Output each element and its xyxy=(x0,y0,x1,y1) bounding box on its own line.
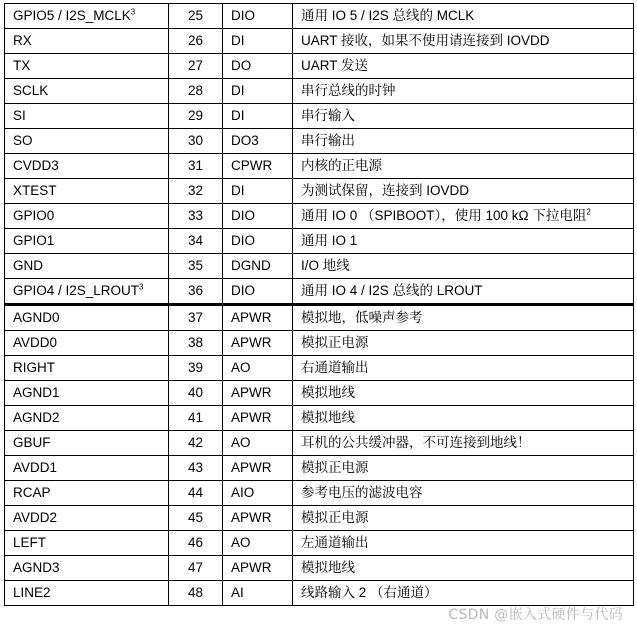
pin-description: UART 接收，如果不使用请连接到 IOVDD xyxy=(301,33,550,48)
pin-description: 通用 IO 4 / I2S 总线的 LROUT xyxy=(301,283,483,298)
pin-name: SO xyxy=(13,133,33,148)
pin-description: 模拟正电源 xyxy=(301,510,369,525)
watermark: CSDN @嵌入式硬件与代码 xyxy=(448,607,623,623)
pin-type: DO xyxy=(223,54,293,79)
pin-number: 39 xyxy=(169,356,223,381)
pin-number: 25 xyxy=(169,4,223,29)
pin-description: 模拟正电源 xyxy=(301,335,369,350)
pin-name-cell xyxy=(5,29,169,54)
pin-name: AGND3 xyxy=(13,560,60,575)
pin-type: APWR xyxy=(223,506,293,531)
table-row xyxy=(5,305,634,331)
pin-type: AO xyxy=(223,531,293,556)
pin-type: AO xyxy=(223,431,293,456)
table-row xyxy=(5,356,634,381)
pin-number: 26 xyxy=(169,29,223,54)
pin-name-cell xyxy=(5,506,169,531)
pin-table xyxy=(4,3,634,606)
pin-number: 38 xyxy=(169,331,223,356)
pin-name-cell xyxy=(5,229,169,254)
pin-type: AIO xyxy=(223,481,293,506)
pin-name-cell xyxy=(5,4,169,29)
table-row xyxy=(5,179,634,204)
pin-name: GND xyxy=(13,258,43,273)
pin-description: 模拟正电源 xyxy=(301,460,369,475)
table-row xyxy=(5,279,634,305)
pin-number: 32 xyxy=(169,179,223,204)
pin-number: 47 xyxy=(169,556,223,581)
pin-name: RX xyxy=(13,33,32,48)
pin-description: 为测试保留，连接到 IOVDD xyxy=(301,183,470,198)
pin-name-cell xyxy=(5,179,169,204)
pin-number: 41 xyxy=(169,406,223,431)
pin-name: AGND2 xyxy=(13,410,60,425)
table-row xyxy=(5,481,634,506)
footnote-marker: 2 xyxy=(586,207,591,217)
table-row xyxy=(5,254,634,279)
pin-number: 31 xyxy=(169,154,223,179)
pin-name: GPIO1 xyxy=(13,233,55,248)
pin-number: 46 xyxy=(169,531,223,556)
pin-name-cell xyxy=(5,356,169,381)
table-row xyxy=(5,556,634,581)
pin-name-cell xyxy=(5,381,169,406)
pin-type: CPWR xyxy=(223,154,293,179)
table-row xyxy=(5,431,634,456)
pin-description: 右通道输出 xyxy=(301,360,369,375)
pin-description: 模拟地线 xyxy=(301,385,355,400)
pin-name-cell xyxy=(5,531,169,556)
pin-number: 30 xyxy=(169,129,223,154)
pin-type: APWR xyxy=(223,305,293,331)
pin-description-cell xyxy=(293,204,634,229)
pin-description-cell xyxy=(293,254,634,279)
footnote-marker: 3 xyxy=(130,7,136,17)
pin-name-cell xyxy=(5,204,169,229)
pin-description: 串行总线的时钟 xyxy=(301,83,396,98)
pin-name-cell xyxy=(5,104,169,129)
table-row xyxy=(5,79,634,104)
pin-description-cell xyxy=(293,104,634,129)
pin-type: APWR xyxy=(223,556,293,581)
pin-number: 44 xyxy=(169,481,223,506)
pin-number: 40 xyxy=(169,381,223,406)
pin-name: TX xyxy=(13,58,31,73)
pin-name-cell xyxy=(5,431,169,456)
pin-description: 串行输入 xyxy=(301,108,355,123)
pin-description-cell xyxy=(293,381,634,406)
pin-number: 27 xyxy=(169,54,223,79)
table-row xyxy=(5,331,634,356)
pin-type: APWR xyxy=(223,406,293,431)
pin-number: 37 xyxy=(169,305,223,331)
pin-description: 模拟地，低噪声参考 xyxy=(301,310,423,325)
pin-description: 通用 IO 5 / I2S 总线的 MCLK xyxy=(301,8,475,23)
pin-description: 耳机的公共缓冲器，不可连接到地线！ xyxy=(301,435,531,450)
pin-type: DI xyxy=(223,104,293,129)
pin-description-cell xyxy=(293,79,634,104)
table-row xyxy=(5,456,634,481)
pin-description-cell xyxy=(293,179,634,204)
footnote-marker: 3 xyxy=(139,282,144,292)
pin-number: 33 xyxy=(169,204,223,229)
pin-name-cell xyxy=(5,456,169,481)
pin-name: GPIO0 xyxy=(13,208,55,223)
pin-type: DI xyxy=(223,179,293,204)
pin-name-cell xyxy=(5,581,169,606)
pin-number: 42 xyxy=(169,431,223,456)
pin-name-cell xyxy=(5,556,169,581)
pin-description-cell xyxy=(293,356,634,381)
pin-description-cell xyxy=(293,154,634,179)
pin-name: AVDD2 xyxy=(13,510,58,525)
pin-name-cell xyxy=(5,254,169,279)
pin-type: APWR xyxy=(223,331,293,356)
pin-description: UART 发送 xyxy=(301,58,369,73)
pin-name-cell xyxy=(5,79,169,104)
pin-name-cell xyxy=(5,331,169,356)
pin-name-cell xyxy=(5,154,169,179)
pin-description-cell xyxy=(293,406,634,431)
table-row xyxy=(5,531,634,556)
pin-name-cell xyxy=(5,406,169,431)
pin-number: 29 xyxy=(169,104,223,129)
pin-description-cell xyxy=(293,581,634,606)
table-row xyxy=(5,154,634,179)
pin-description-cell xyxy=(293,331,634,356)
pin-name: AGND0 xyxy=(13,310,60,325)
pin-description-cell xyxy=(293,54,634,79)
pin-number: 45 xyxy=(169,506,223,531)
table-row xyxy=(5,581,634,606)
pin-type: DI xyxy=(223,29,293,54)
pin-description: 模拟地线 xyxy=(301,410,355,425)
table-row xyxy=(5,54,634,79)
pin-description-cell xyxy=(293,305,634,331)
pin-number: 36 xyxy=(169,279,223,305)
pin-description: 线路输入 2 （右通道） xyxy=(301,585,438,600)
pin-type: DIO xyxy=(223,279,293,305)
pin-type: DO3 xyxy=(223,129,293,154)
table-row xyxy=(5,129,634,154)
pin-name: SI xyxy=(13,108,26,123)
pin-type: DIO xyxy=(223,204,293,229)
table-row xyxy=(5,229,634,254)
pin-description-cell xyxy=(293,481,634,506)
pin-description: 模拟地线 xyxy=(301,560,355,575)
pin-number: 43 xyxy=(169,456,223,481)
pin-description-cell xyxy=(293,279,634,305)
pin-number: 28 xyxy=(169,79,223,104)
pin-name: RCAP xyxy=(13,485,51,500)
pin-name-cell xyxy=(5,279,169,305)
pin-name: CVDD3 xyxy=(13,158,59,173)
pin-type: APWR xyxy=(223,381,293,406)
table-row xyxy=(5,381,634,406)
pin-name: RIGHT xyxy=(13,360,55,375)
table-row xyxy=(5,104,634,129)
pin-description: 参考电压的滤波电容 xyxy=(301,485,423,500)
pin-name: LEFT xyxy=(13,535,47,550)
pin-name: GBUF xyxy=(13,435,51,450)
pin-type: AO xyxy=(223,356,293,381)
pin-description-cell xyxy=(293,29,634,54)
pin-description: I/O 地线 xyxy=(301,258,350,273)
pin-type: AI xyxy=(223,581,293,606)
pin-name-cell xyxy=(5,129,169,154)
table-row xyxy=(5,204,634,229)
pin-description-cell xyxy=(293,556,634,581)
table-row xyxy=(5,506,634,531)
pin-description-cell xyxy=(293,4,634,29)
pin-name: SCLK xyxy=(13,83,49,98)
pin-name: GPIO4 / I2S_LROUT xyxy=(13,283,140,298)
pin-name: AVDD0 xyxy=(13,335,58,350)
pin-description: 串行输出 xyxy=(301,133,355,148)
pin-description: 内核的正电源 xyxy=(301,158,382,173)
pin-description: 通用 IO 0 （SPIBOOT），使用 100 kΩ 下拉电阻 xyxy=(301,208,587,223)
pin-description-cell xyxy=(293,431,634,456)
pin-table-body xyxy=(5,4,634,606)
table-row xyxy=(5,406,634,431)
pin-name-cell xyxy=(5,305,169,331)
table-row xyxy=(5,4,634,29)
pin-type: DGND xyxy=(223,254,293,279)
pin-name: LINE2 xyxy=(13,585,51,600)
pin-description-cell xyxy=(293,129,634,154)
pin-type: DIO xyxy=(223,229,293,254)
pin-number: 48 xyxy=(169,581,223,606)
table-row xyxy=(5,29,634,54)
pin-description-cell xyxy=(293,456,634,481)
pin-name: GPIO5 / I2S_MCLK xyxy=(13,8,131,23)
pin-description-cell xyxy=(293,506,634,531)
pin-type: APWR xyxy=(223,456,293,481)
pin-name: AVDD1 xyxy=(13,460,58,475)
pin-name: AGND1 xyxy=(13,385,60,400)
pin-name-cell xyxy=(5,481,169,506)
pin-name: XTEST xyxy=(13,183,57,198)
pin-number: 35 xyxy=(169,254,223,279)
pin-description-cell xyxy=(293,229,634,254)
pin-description-cell xyxy=(293,531,634,556)
pin-number: 34 xyxy=(169,229,223,254)
pin-description: 通用 IO 1 xyxy=(301,233,358,248)
pin-type: DI xyxy=(223,79,293,104)
pin-name-cell xyxy=(5,54,169,79)
pin-type: DIO xyxy=(223,4,293,29)
pin-description: 左通道输出 xyxy=(301,535,369,550)
